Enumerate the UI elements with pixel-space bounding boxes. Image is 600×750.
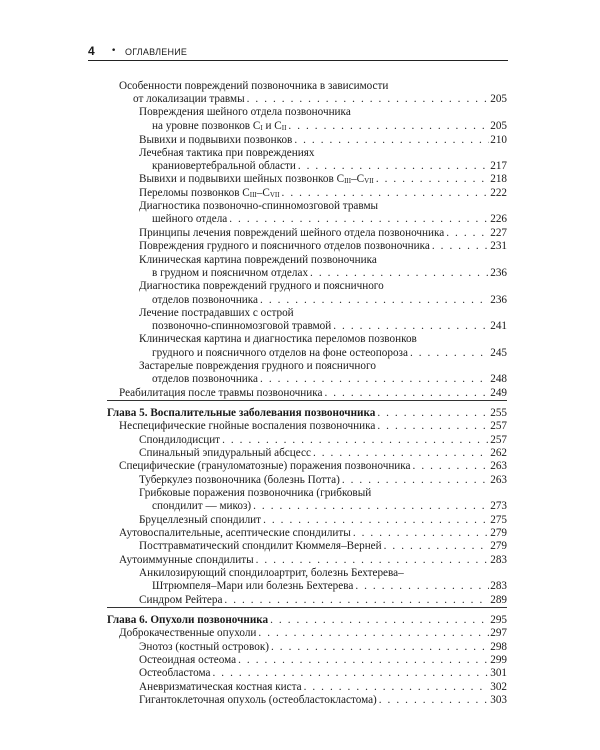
toc-entry [139,173,507,186]
dot-leader [236,654,489,667]
toc-entry-title: Синдром Рейтера [139,594,223,606]
toc-page-number: 236 [490,267,507,279]
toc-entry-title: Клиническая картина и диагностика переломов позвонков [139,333,417,345]
toc-entry [119,387,507,400]
dot-leader [430,240,489,253]
toc-page-number: 279 [490,527,507,539]
toc-entry-title: шейного отдела [152,213,228,225]
toc-page-number: 248 [490,373,507,385]
dot-leader [268,614,489,627]
toc-entry-title: грудного и поясничного отделов на фоне остеопороза [152,347,408,359]
toc-page-number: 205 [490,120,507,132]
toc-entry-title: Туберкулез позвоночника (болезнь Потта) [139,474,340,486]
toc-entry-title: отделов позвоночника [152,294,259,306]
toc-page-number: 299 [490,654,507,666]
toc-entry-title: спондилит — микоз) [152,500,252,512]
toc-entry-title: Реабилитация после травмы позвоночника [119,387,323,399]
toc-entry [139,567,404,580]
header-bullet: • [111,46,117,56]
toc-page-number: 210 [490,134,507,146]
dot-leader [254,554,489,567]
toc-entry [119,554,507,567]
toc-entry [152,373,507,386]
dot-leader [280,187,489,200]
toc-entry [119,420,507,433]
toc-page-number: 283 [490,580,507,592]
toc-entry-title: Спондилодисцит [139,434,221,446]
toc-entry-title: Посттравматический спондилит Кюммеля–Верней [139,540,382,552]
toc-entry [139,147,314,160]
toc-entry [139,594,507,607]
toc-page-number: 303 [490,694,507,706]
subscript: III [344,177,352,185]
toc-page-number: 263 [490,460,507,472]
dot-leader [353,580,489,593]
toc-entry-title: Гигантоклеточная опухоль (остеобластокластома) [139,694,377,706]
toc-page-number: 227 [490,227,507,239]
toc-page-number: 289 [490,594,507,606]
subscript: I [260,124,263,132]
toc-entry [139,227,507,240]
dot-leader [351,527,489,540]
dot-leader [408,347,489,360]
dot-leader [302,681,489,694]
toc-entry-title: Вывихи и подвывихи шейных позвонков $C_{III}-C_{VII}$ [139,173,374,185]
toc-entry-title: Переломы позвонков $C_{III}-C_{VII}$ [139,187,280,199]
toc-entry-title: Глава 6. Опухоли позвоночника [107,614,269,626]
toc-entry-title: Аутовоспалительные, асептические спондилиты [119,527,351,539]
toc-page-number: 275 [490,514,507,526]
dot-leader [261,514,489,527]
toc-entry-title: Особенности повреждений позвоночника в зависимости [119,80,389,92]
dot-leader [251,500,489,513]
toc-entry [152,120,507,133]
toc-entry [119,627,507,640]
toc-page-number: 298 [490,641,507,653]
dot-leader [308,267,489,280]
header-title: ОГЛАВЛЕНИЕ [125,47,188,57]
toc-page-number: 295 [490,614,507,626]
dot-leader [375,407,489,420]
dot-leader [286,120,489,133]
toc-entry-title: Повреждения грудного и поясничного отделов позвоночника [139,240,430,252]
toc-page-number: 205 [490,93,507,105]
toc-entry-title: на уровне позвонков $C_I$ и $C_{II}$ [152,120,287,132]
toc-entry [139,333,417,346]
dot-leader [220,434,489,447]
toc-entry [152,500,507,513]
toc-entry [139,434,507,447]
dot-leader [258,373,489,386]
dot-leader [211,667,489,680]
toc-entry-title: Повреждения шейного отдела позвоночника [139,106,351,118]
toc-entry [139,134,507,147]
toc-entry-title: Неспецифические гнойные воспаления позвоночника [119,420,376,432]
toc-entry [152,320,507,333]
dot-leader [382,540,489,553]
toc-page-number: 217 [490,160,507,172]
toc-entry [152,160,507,173]
toc-entry-title: отделов позвоночника [152,373,259,385]
dot-leader [296,160,489,173]
dot-leader [245,93,489,106]
toc-entry-title: Аневризматическая костная киста [139,681,302,693]
toc-entry-title: Диагностика позвоночно-спинномозговой травмы [139,200,379,212]
toc-entry-title: краниовертебральной области [152,160,296,172]
toc-entry-title: Лечение пострадавших с острой [139,307,294,319]
toc-entry [139,200,378,213]
toc-entry-title: Штрюмпеля–Мари или болезнь Бехтерева [152,580,354,592]
toc-entry [152,267,507,280]
toc-page-number: 262 [490,447,507,459]
toc-entry-title: Грибковые поражения позвоночника (грибковый [139,487,372,499]
chapter-separator-rule [107,607,507,608]
dot-leader [256,627,489,640]
dot-leader [444,227,489,240]
toc-entry-title: Диагностика повреждений грудного и поясничного [139,280,384,292]
toc-page-number: 273 [490,500,507,512]
dot-leader [375,420,489,433]
toc-entry [139,540,507,553]
toc-entry [119,80,388,93]
dot-leader [374,173,489,186]
toc-entry-title: Застарелые повреждения грудного и поясничного [139,360,376,372]
dot-leader [322,387,489,400]
dot-leader [311,447,489,460]
toc-entry [139,280,384,293]
toc-entry [139,360,376,373]
toc-entry [139,307,294,320]
toc-entry [139,514,507,527]
toc-entry-title: Анкилозирующий спондилоартрит, болезнь Бехтерева– [139,567,404,579]
toc-entry [139,240,507,253]
toc-entry-title: Вывихи и подвывихи позвонков [139,134,293,146]
toc-page-number: 263 [490,474,507,486]
toc-entry-title: Клиническая картина повреждений позвоночника [139,254,377,266]
toc-entry [139,487,371,500]
subscript: II [281,124,287,132]
toc-entry [152,580,507,593]
toc-entry-title: позвоночно-спинномозговой травмой [152,320,332,332]
toc-page-number: 297 [490,627,507,639]
toc-page-number: 301 [490,667,507,679]
toc-chapter-entry [107,407,507,420]
toc-entry [139,694,507,707]
toc-page-number: 231 [490,240,507,252]
toc-page-number: 226 [490,213,507,225]
toc-entry-title: от локализации травмы [133,93,245,105]
toc-entry [139,667,507,680]
toc-page-number: 279 [490,540,507,552]
toc-entry-title: Остеоидная остеома [139,654,237,666]
dot-leader [377,694,489,707]
subscript: VII [364,177,374,185]
dot-leader [258,294,489,307]
toc-page-number: 222 [490,187,507,199]
toc-entry-title: Лечебная тактика при повреждениях [139,147,315,159]
dot-leader [227,213,489,226]
toc-entry-title: Принципы лечения повреждений шейного отдела позвоночника [139,227,445,239]
toc-entry-title: Доброкачественные опухоли [119,627,257,639]
subscript: III [249,191,257,199]
toc-page-number: 302 [490,681,507,693]
toc-entry [139,641,507,654]
chapter-separator-rule [107,400,507,401]
toc-entry [119,527,507,540]
toc-entry [152,347,507,360]
toc-chapter-entry [107,614,507,627]
toc-entry-title: Спинальный эпидуральный абсцесс [139,447,311,459]
toc-entry [152,213,507,226]
subscript: VII [269,191,280,199]
toc-page-number: 255 [490,407,507,419]
toc-entry [139,474,507,487]
dot-leader [292,134,489,147]
toc-entry [139,681,507,694]
dot-leader [269,641,489,654]
toc-page-number: 245 [490,347,507,359]
toc-entry-title: Энотоз (костный островок) [139,641,269,653]
toc-page-number: 218 [490,173,507,185]
toc-entry-title: Глава 5. Воспалительные заболевания позвоночника [107,407,376,419]
toc-entry-title: в грудном и поясничном отделах [152,267,309,279]
toc-entry [119,460,507,473]
toc-entry [139,654,507,667]
toc-entry-title: Специфические (грануломатозные) поражения позвоночника [119,460,411,472]
toc-entry [139,254,377,267]
toc-entry [152,294,507,307]
toc-page-number: 249 [490,387,507,399]
dot-leader [331,320,489,333]
toc-entry [139,447,507,460]
dot-leader [411,460,489,473]
toc-page-number: 236 [490,294,507,306]
dot-leader [222,594,489,607]
toc-entry [139,187,507,200]
toc-entry-title: Остеобластома [139,667,211,679]
toc-page-number: 241 [490,320,507,332]
toc-page-number: 283 [490,554,507,566]
toc-entry [139,106,351,119]
toc-entry [133,93,507,106]
toc-page-number: 257 [490,420,507,432]
toc-entry-title: Бруцеллезный спондилит [139,514,262,526]
toc-page-number: 257 [490,434,507,446]
dot-leader [340,474,489,487]
header-page-number: 4 [88,44,95,58]
toc-entry-title: Аутоиммунные спондилиты [119,554,254,566]
